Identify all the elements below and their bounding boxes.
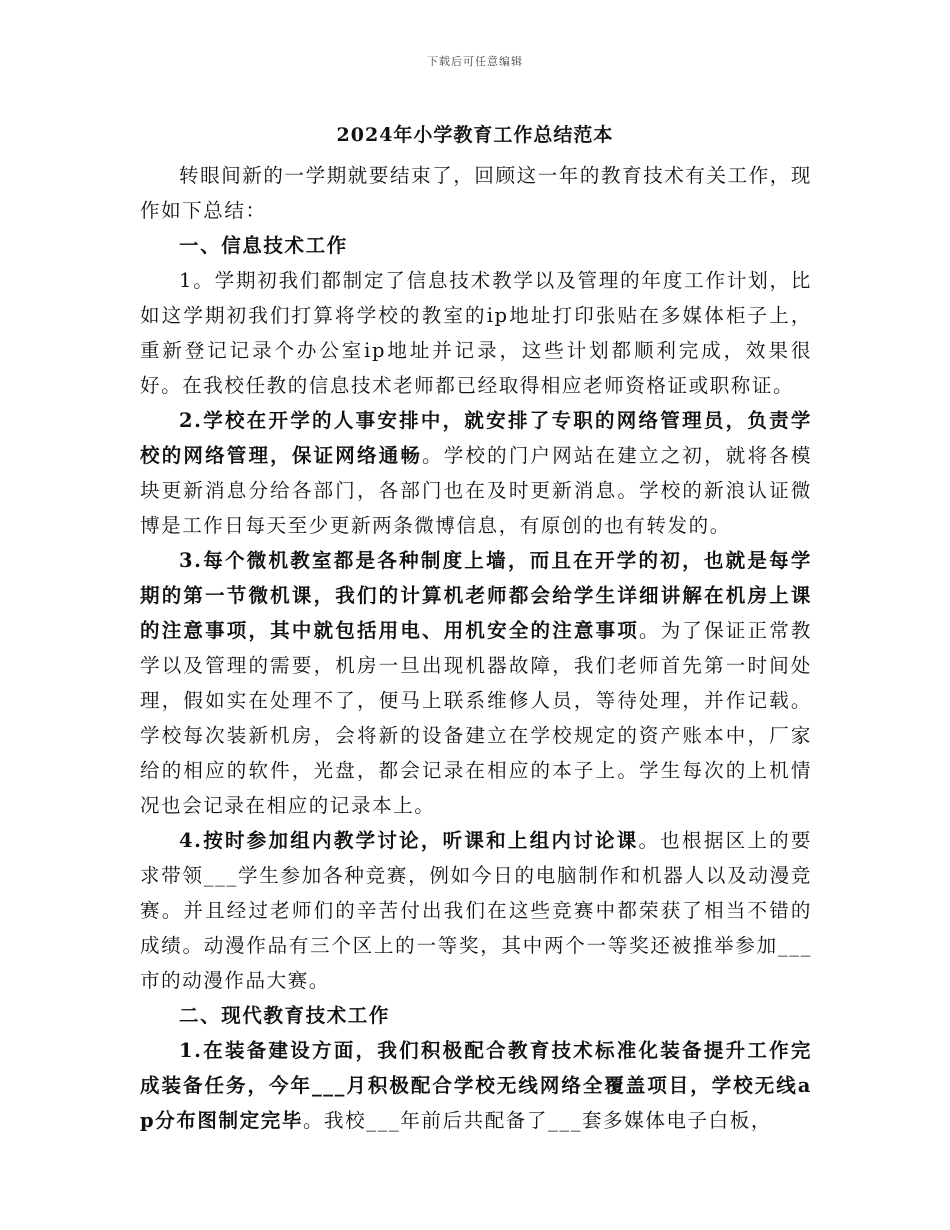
- section-heading-1: 一、信息技术工作: [179, 234, 348, 257]
- section1-item-3-text: 。为了保证正常教学以及管理的需要，机房一旦出现机器故障，我们老师首先第一时间处理，假如实在处理不了，便马上联系维修人员，等待处理，并作记载。学校每次装新机房，会将新的设备建立在学校规定的资产账本中，厂家给的相应的软件，光盘，都会记录在相应的本子上。学生每次的上机情况也会记录在相应的记录本上。: [140, 619, 812, 817]
- section1-item-2-text: 。学校的门户网站在建立之初，就将各模块更新消息分给各部门，各部门也在及时更新消息。学校的新浪认证微博是工作日每天至少更新两条微博信息，有原创的也有转发的。: [140, 444, 812, 537]
- section1-item-4-text: 。也根据区上的要求带领___学生参加各种竞赛，例如今日的电脑制作和机器人以及动漫竞赛。并且经过老师们的辛苦付出我们在这些竞赛中都荣获了相当不错的成绩。动漫作品有三个区上的一等奖，其中两个一等奖还被推举参加___市的动漫作品大赛。: [140, 829, 812, 992]
- document-title: 2024年小学教育工作总结范本: [336, 124, 614, 146]
- section1-item-4-bold: 4.按时参加组内教学讨论，听课和上组内讨论课: [179, 829, 639, 852]
- section1-item-2: [140, 403, 812, 543]
- section1-item-3: [140, 543, 812, 823]
- section1-item-4: [140, 823, 812, 998]
- section1-item-2-bold: 2.学校在开学的人事安排中，就安排了专职的网络管理员，负责学校的网络管理，保证网络通畅: [140, 409, 812, 467]
- section2-item-1: [140, 1033, 812, 1138]
- section2-item-1-bold: 1.在装备建设方面，我们积极配合教育技术标准化装备提升工作完成装备任务，今年___月积极配合学校无线网络全覆盖项目，学校无线ap分布图制定完毕: [140, 1039, 812, 1132]
- section2-item-1-text: 。我校___年前后共配备了___套多媒体电子白板，: [302, 1109, 772, 1132]
- section1-item-1: 1。学期初我们都制定了信息技术教学以及管理的年度工作计划，比如这学期初我们打算将学校的教室的ip地址打印张贴在多媒体柜子上，重新登记记录个办公室ip地址并记录，这些计划都顺利完成，效果很好。在我校任教的信息技术老师都已经取得相应老师资格证或职称证。: [140, 269, 812, 397]
- document-body: [140, 158, 812, 1138]
- section1-item-3-bold: 3.每个微机教室都是各种制度上墙，而且在开学的初，也就是每学期的第一节微机课，我们的计算机老师都会给学生详细讲解在机房上课的注意事项，其中就包括用电、用机安全的注意事项: [140, 549, 812, 642]
- intro-paragraph: 转眼间新的一学期就要结束了，回顾这一年的教育技术有关工作，现作如下总结：: [140, 164, 813, 222]
- page-header-note: 下载后可任意编辑: [427, 55, 523, 68]
- section-heading-2: 二、现代教育技术工作: [179, 1004, 391, 1027]
